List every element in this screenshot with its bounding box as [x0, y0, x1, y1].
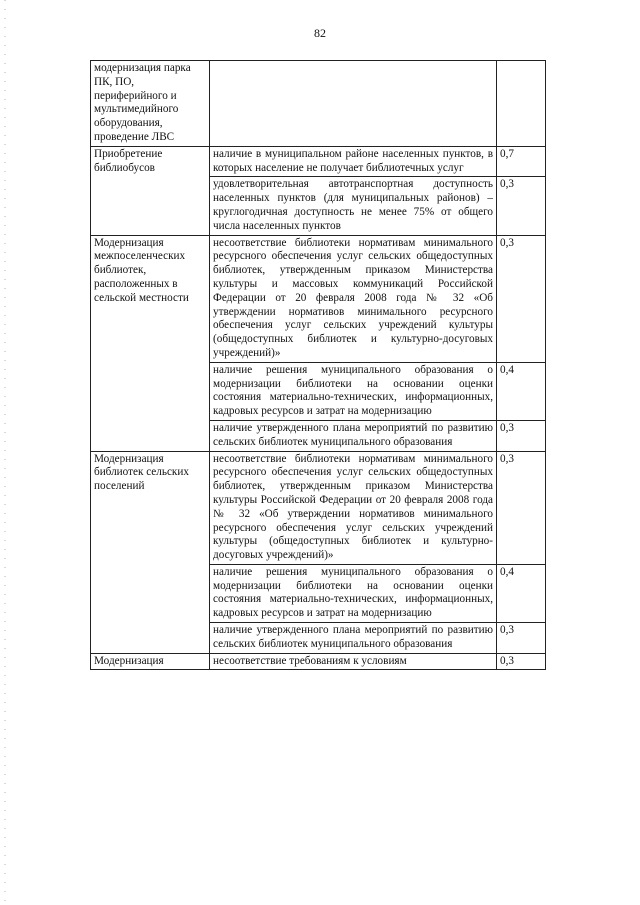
criterion-text-cell: несоответствие библиотеки нормативам минимального ресурсного обеспечения услуг сельских общедоступных библиотек, утвержденным приказом Министерства культуры и массовых коммуникаций Российской Федерации от 20 февраля 2008 года № 32 «Об утверждении нормативов минимального ресурсного обеспечения услуг сельских учреждений культуры (общедоступных библиотек и культурно-досуговых учреждений)» — [210, 235, 497, 362]
criterion-text-cell: удовлетворительная автотранспортная доступность населенных пунктов (для муниципальных районов) – круглогодичная доступность не менее 75% от общего числа населенных пунктов — [210, 177, 497, 235]
criterion-weight-cell: 0,3 — [497, 235, 546, 362]
criterion-weight-cell: 0,3 — [497, 420, 546, 451]
table-row — [91, 61, 546, 147]
table-row — [91, 235, 546, 362]
criterion-text-cell: наличие утвержденного плана мероприятий по развитию сельских библиотек муниципального образования — [210, 420, 497, 451]
criterion-text-cell: несоответствие требованиям к условиям — [210, 653, 497, 670]
activity-name-cell: Модернизация — [91, 653, 210, 670]
criterion-text-cell: наличие решения муниципального образования о модернизации библиотеки на основании оценки состояния материально-технических, информационных, кадровых ресурсов и затрат на модернизацию — [210, 564, 497, 622]
criterion-text-cell: наличие решения муниципального образования о модернизации библиотеки на основании оценки состояния материально-технических, информационных, кадровых ресурсов и затрат на модернизацию — [210, 362, 497, 420]
criterion-text-cell: наличие утвержденного плана мероприятий по развитию сельских библиотек муниципального образования — [210, 623, 497, 654]
criterion-weight-cell: 0,4 — [497, 362, 546, 420]
criterion-weight-cell: 0,3 — [497, 623, 546, 654]
table-row — [91, 146, 546, 177]
criterion-weight-cell — [497, 61, 546, 147]
table-row — [91, 451, 546, 564]
criterion-weight-cell: 0,4 — [497, 564, 546, 622]
activity-name-cell: модернизация парка ПК, ПО, периферийного и мультимедийного оборудования, проведение ЛВС — [91, 61, 210, 147]
activity-name-cell: Приобретение библиобусов — [91, 146, 210, 235]
criterion-text-cell: несоответствие библиотеки нормативам минимального ресурсного обеспечения услуг сельских общедоступных библиотек, утвержденным приказом Министерства культуры Российской Федерации от 20 февраля 2008 года № 32 «Об утверждении нормативов минимального ресурсного обеспечения услуг сельских учреждений культуры (общедоступных библиотек и культурно-досуговых учреждений)» — [210, 451, 497, 564]
table-row — [91, 653, 546, 670]
page-number: 82 — [314, 26, 326, 40]
criterion-text-cell — [210, 61, 497, 147]
activity-name-cell: Модернизация межпоселенческих библиотек, расположенных в сельской местности — [91, 235, 210, 451]
criterion-text-cell: наличие в муниципальном районе населенных пунктов, в которых население не получает библиотечных услуг — [210, 146, 497, 177]
criterion-weight-cell: 0,7 — [497, 146, 546, 177]
criterion-weight-cell: 0,3 — [497, 451, 546, 564]
criteria-table-wrapper — [90, 60, 546, 670]
criteria-table — [90, 60, 546, 670]
table-body — [91, 61, 546, 670]
activity-name-cell: Модернизация библиотек сельских поселений — [91, 451, 210, 653]
binder-hole-marks — [4, 0, 6, 905]
criterion-weight-cell: 0,3 — [497, 177, 546, 235]
criterion-weight-cell: 0,3 — [497, 653, 546, 670]
